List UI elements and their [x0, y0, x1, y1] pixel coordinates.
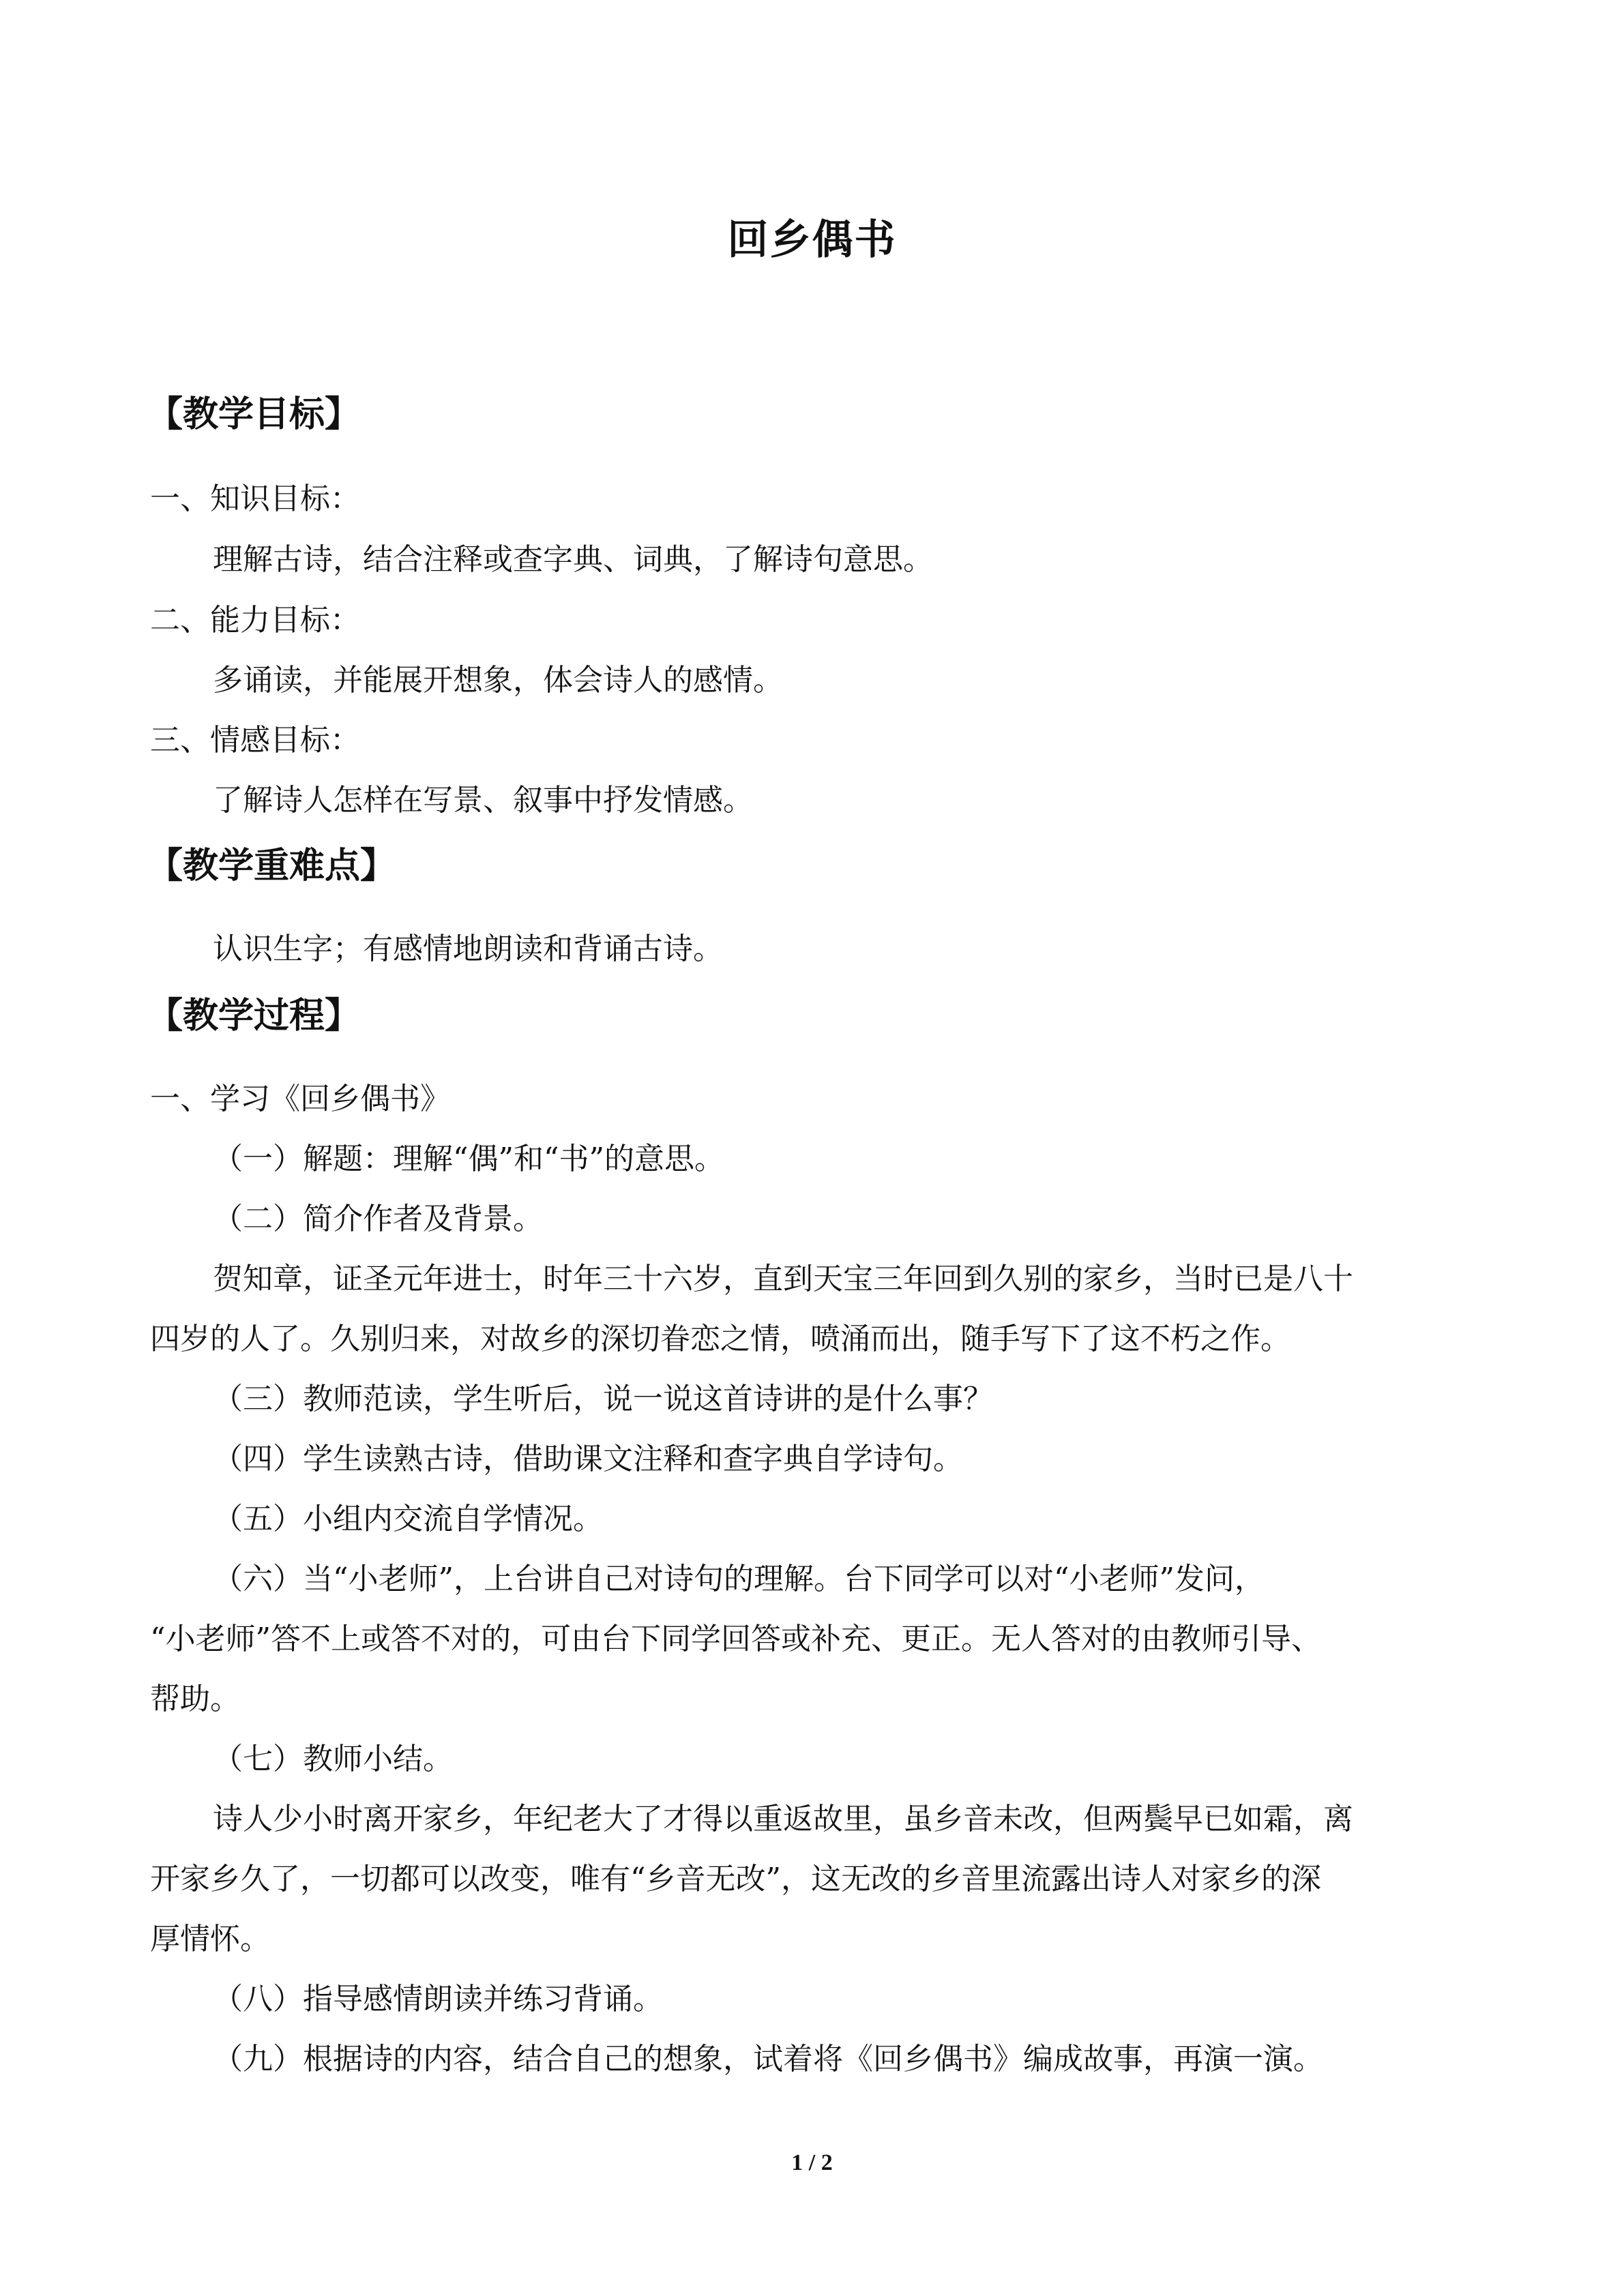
process-step-5: （五）小组内交流自学情况。 — [213, 1502, 603, 1536]
page-title: 回乡偶书 — [727, 216, 897, 264]
process-step-3: （三）教师范读，学生听后，说一说这首诗讲的是什么事？ — [213, 1382, 993, 1416]
process-step-7: （七）教师小结。 — [213, 1742, 453, 1776]
section-heading-objectives: 【教学目标】 — [147, 394, 361, 435]
process-step-6-line-2: “小老师”答不上或答不对的，可由台下同学回答或补充、更正。无人答对的由教师引导、 — [150, 1622, 1321, 1656]
process-step-1: （一）解题：理解“偶”和“书”的意思。 — [213, 1142, 724, 1176]
process-step-8: （八）指导感情朗读并练习背诵。 — [213, 1982, 663, 2016]
process-step-6-line-1: （六）当“小老师”，上台讲自己对诗句的理解。台下同学可以对“小老师”发问， — [213, 1562, 1265, 1596]
summary-line-2: 开家乡久了，一切都可以改变，唯有“乡音无改”，这无改的乡音里流露出诗人对家乡的深 — [150, 1862, 1321, 1896]
section-heading-process: 【教学过程】 — [147, 996, 361, 1037]
process-step-4: （四）学生读熟古诗，借助课文注释和查字典自学诗句。 — [213, 1442, 963, 1476]
process-step-6-line-3: 帮助。 — [150, 1682, 240, 1716]
emotion-objective-text: 了解诗人怎样在写景、叙事中抒发情感。 — [213, 783, 753, 818]
ability-objective-text: 多诵读，并能展开想象，体会诗人的感情。 — [213, 663, 783, 698]
process-part1-label: 一、学习《回乡偶书》 — [150, 1082, 450, 1116]
summary-line-3: 厚情怀。 — [150, 1922, 270, 1956]
knowledge-objective-label: 一、知识目标： — [150, 481, 360, 516]
section-heading-key-points: 【教学重难点】 — [147, 846, 396, 886]
knowledge-objective-text: 理解古诗，结合注释或查字典、词典，了解诗句意思。 — [213, 542, 933, 577]
process-step-2: （二）简介作者及背景。 — [213, 1202, 543, 1236]
page-number: 1 / 2 — [791, 2150, 833, 2175]
process-step-9: （九）根据诗的内容，结合自己的想象，试着将《回乡偶书》编成故事，再演一演。 — [213, 2042, 1323, 2076]
ability-objective-label: 二、能力目标： — [150, 603, 360, 638]
author-bio-line-2: 四岁的人了。久别归来，对故乡的深切眷恋之情，喷涌而出，随手写下了这不朽之作。 — [150, 1322, 1290, 1356]
author-bio-line-1: 贺知章，证圣元年进士，时年三十六岁，直到天宝三年回到久别的家乡，当时已是八十 — [213, 1262, 1353, 1296]
summary-line-1: 诗人少小时离开家乡，年纪老大了才得以重返故里，虽乡音未改，但两鬓早已如霜，离 — [213, 1802, 1353, 1836]
key-points-text: 认识生字；有感情地朗读和背诵古诗。 — [213, 931, 723, 966]
emotion-objective-label: 三、情感目标： — [150, 723, 360, 758]
